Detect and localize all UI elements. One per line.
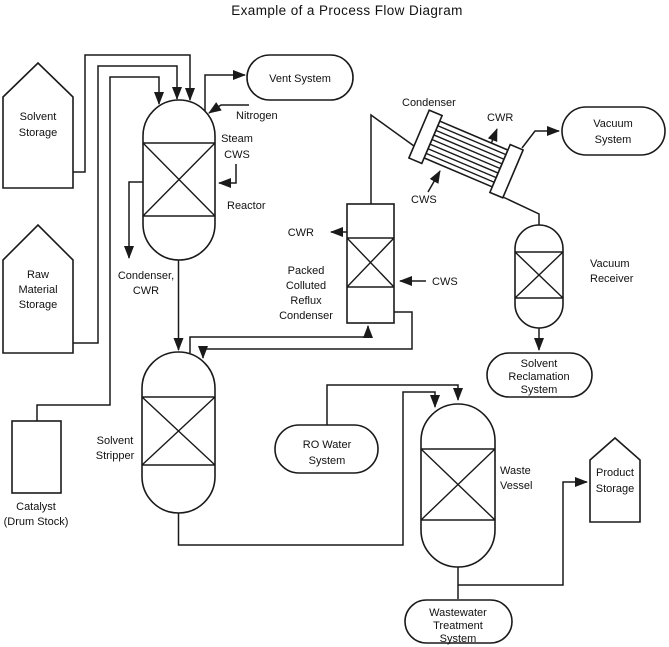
ro-water-label-line1: RO Water [302, 439, 352, 451]
vacuum-system-shape [562, 107, 665, 155]
solvent-stripper [96, 352, 215, 513]
receiver-label-line1: Vacuum [590, 258, 630, 270]
line-steam-cws-inlet [219, 164, 236, 183]
steam-cws-label-line2: CWS [224, 149, 250, 161]
wastewater-label-line1: Wastewater [429, 607, 487, 619]
line-condenser-to-vacuum-system [522, 131, 559, 148]
condenser-cwr-out-label: CWR [487, 112, 514, 124]
reflux-cwr-out-label: CWR [287, 227, 314, 239]
condenser-cwr-label-line1: Condenser, [117, 270, 175, 282]
stripper-label-line1: Solvent [96, 435, 134, 447]
raw-material-label-line1: Raw [26, 269, 50, 281]
raw-material-label-line3: Storage [18, 299, 58, 311]
vacuum-system-label-line1: Vacuum [593, 118, 633, 130]
nitrogen-label: Nitrogen [236, 110, 278, 122]
product-storage [590, 438, 640, 522]
reflux-label-line3: Reflux [290, 295, 322, 307]
vacuum-receiver [515, 225, 634, 328]
reflux-label-line1: Packed [287, 265, 325, 277]
raw-material-storage [3, 225, 73, 353]
vacuum-system [562, 107, 665, 155]
solvent-storage-label-line2: Storage [18, 127, 58, 139]
receiver-label-line2: Receiver [590, 273, 634, 285]
product-storage-label-line1: Product [596, 467, 634, 479]
line-condenser-to-receiver [503, 197, 539, 225]
diagram-title: Example of a Process Flow Diagram [231, 3, 463, 18]
catalyst-drum [4, 421, 69, 528]
wastewater-label-line2: Treatment [433, 620, 483, 632]
reactor [143, 100, 266, 260]
waste-vessel-label-line2: Vessel [500, 480, 533, 492]
stripper-label-line2: Stripper [95, 450, 135, 462]
wastewater-treatment-system [405, 600, 512, 645]
waste-vessel-body [421, 404, 495, 567]
solvent-storage [3, 63, 73, 188]
reclamation-label-line3: System [520, 384, 558, 396]
ro-water-label-line2: System [308, 455, 346, 467]
reflux-label-line2: Colluted [285, 280, 327, 292]
line-condenser-cwr-out [491, 129, 497, 144]
waste-vessel-label-line1: Waste [500, 465, 531, 477]
solvent-storage-shape [3, 63, 73, 188]
receiver-vessel-body [515, 225, 563, 328]
vent-system [247, 55, 353, 100]
catalyst-label-line2: (Drum Stock) [3, 516, 69, 528]
reflux-cws-in-label: CWS [432, 276, 458, 288]
raw-material-label-line2: Material [18, 284, 58, 296]
reclamation-label-line1: Solvent [520, 358, 558, 370]
solvent-reclamation-system [487, 353, 592, 397]
wastewater-label-line3: System [439, 633, 477, 645]
condenser-cws-label: CWS [411, 194, 437, 206]
condenser-label: Condenser [402, 97, 456, 109]
line-reflux-column-to-condenser [371, 115, 414, 204]
vent-system-label: Vent System [269, 73, 331, 85]
condenser-cwr-label-line2: CWR [132, 285, 160, 297]
solvent-storage-label-line1: Solvent [19, 111, 57, 123]
steam-cws-label-line1: Steam [221, 133, 253, 145]
reflux-label-line4: Condenser [279, 310, 333, 322]
packed-reflux-condenser [279, 204, 394, 323]
product-storage-label-line2: Storage [595, 483, 635, 495]
catalyst-label-line1: Catalyst [16, 501, 56, 513]
reactor-label: Reactor [227, 200, 266, 212]
line-condenser-cws-in [428, 171, 440, 192]
waste-vessel [421, 404, 532, 567]
line-reactor-to-condenser-cwr [129, 182, 143, 258]
stripper-vessel-body [142, 352, 215, 513]
reclamation-label-line2: Reclamation [508, 371, 570, 383]
product-storage-shape [590, 438, 640, 522]
vacuum-system-label-line2: System [594, 134, 632, 146]
ro-water-system [275, 425, 378, 473]
catalyst-drum-shape [12, 421, 61, 493]
